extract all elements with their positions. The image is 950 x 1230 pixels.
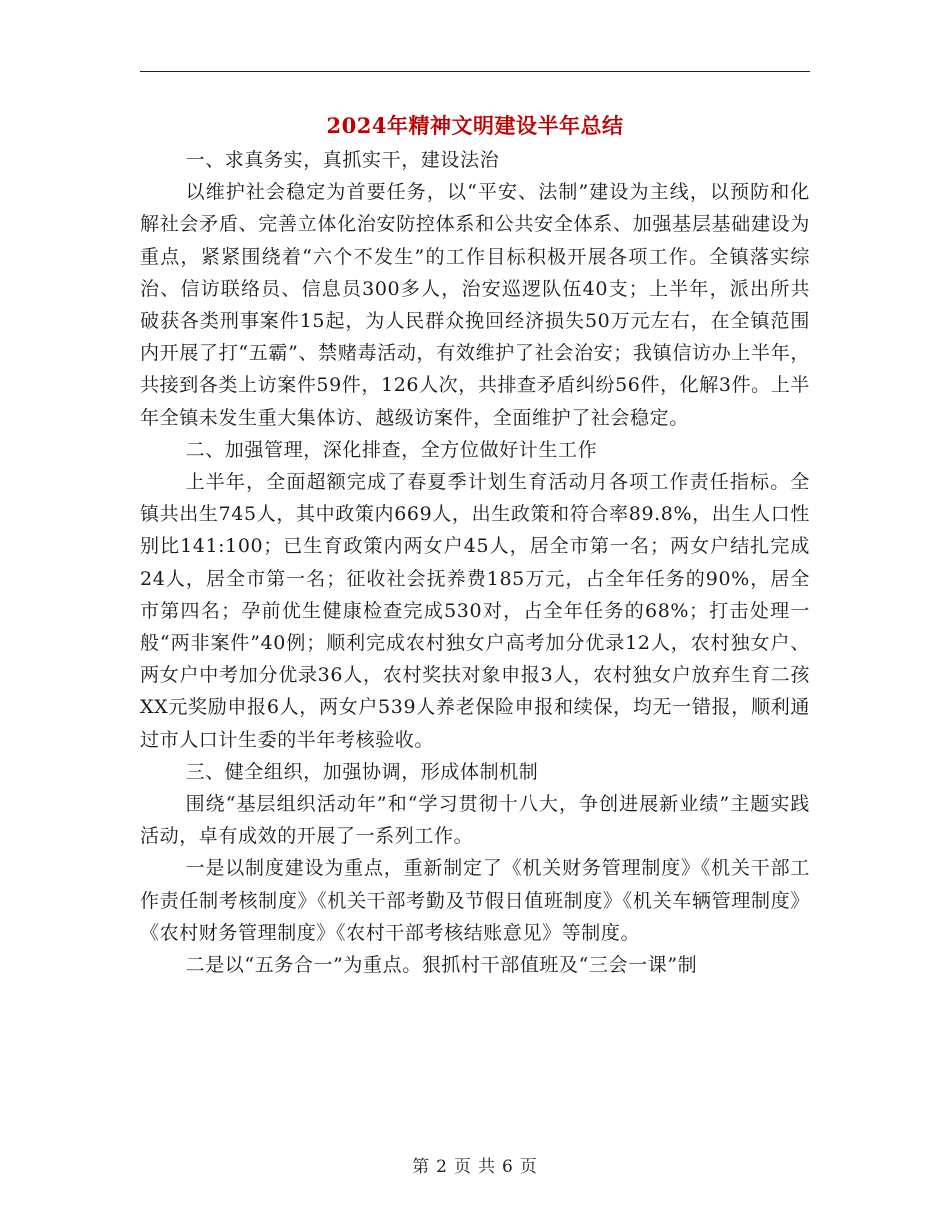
paragraph: 二是以“五务合一”为重点。狠抓村干部值班及“三会一课”制 (185, 954, 698, 977)
header-rule (140, 71, 810, 72)
paragraph: 一是以制度建设为重点，重新制定了《机关财务管理制度》《机关干部工作责任制考核制度》《机关干部考勤及节假日值班制度》《机关车辆管理制度》《农村财务管理制度》《农村干部考核结账意见》等制度。 (140, 857, 810, 944)
document-title: 2024年精神文明建设半年总结 (326, 113, 624, 138)
paragraph: 以维护社会稳定为首要任务，以“平安、法制”建设为主线，以预防和化解社会矛盾、完善立体化治安防控体系和公共安全体系、加强基层基础建设为重点，紧紧围绕着“六个不发生”的工作目标积极开展各项工作。全镇落实综治、信访联络员、信息员300多人，治安巡逻队伍40支；上半年，派出所共破获各类刑事案件15起，为人民群众挽回经济损失50万元左右，在全镇范围内开展了打“五霸”、禁赌毒活动，有效维护了社会治安；我镇信访办上半年，共接到各类上访案件59件，126人次，共排查矛盾纠纷56件，化解3件。上半年全镇未发生重大集体访、越级访案件，全面维护了社会稳定。 (140, 181, 810, 429)
paragraph: 围绕“基层组织活动年”和“学习贯彻十八大，争创进展新业绩”主题实践活动，卓有成效的开展了一系列工作。 (140, 793, 810, 848)
document-body (140, 144, 810, 981)
page-total: 6 (502, 1157, 514, 1177)
footer-suffix: 页 (519, 1157, 538, 1177)
paragraph: 上半年，全面超额完成了春夏季计划生育活动月各项工作责任指标。全镇共出生745人，其中政策内669人，出生政策和符合率89.8%，出生人口性别比141:100；已生育政策内两女户45人，居全市第一名；两女户结扎完成24人，居全市第一名；征收社会抚养费185万元，占全年任务的90%，居全市第四名；孕前优生健康检查完成530对，占全年任务的68%；打击处理一般“两非案件”40例；顺利完成农村独女户高考加分优录12人，农村独女户、两女户中考加分优录36人，农村奖扶对象申报3人，农村独女户放弃生育二孩XX元奖励申报6人，两女户539人养老保险申报和续保，均无一错报，顺利通过市人口计生委的半年考核验收。 (140, 471, 810, 751)
section-heading-1: 一、求真务实，真抓实干，建设法治 (185, 149, 500, 171)
section-heading-2: 二、加强管理，深化排查，全方位做好计生工作 (185, 438, 598, 461)
footer-total-prefix: 共 (478, 1157, 496, 1177)
page-current: 2 (436, 1157, 448, 1177)
page-footer (0, 1152, 950, 1177)
footer-prefix: 第 (412, 1157, 431, 1177)
footer-mid: 页 (454, 1157, 472, 1177)
section-heading-3: 三、健全组织，加强协调，形成体制机制 (185, 760, 539, 783)
